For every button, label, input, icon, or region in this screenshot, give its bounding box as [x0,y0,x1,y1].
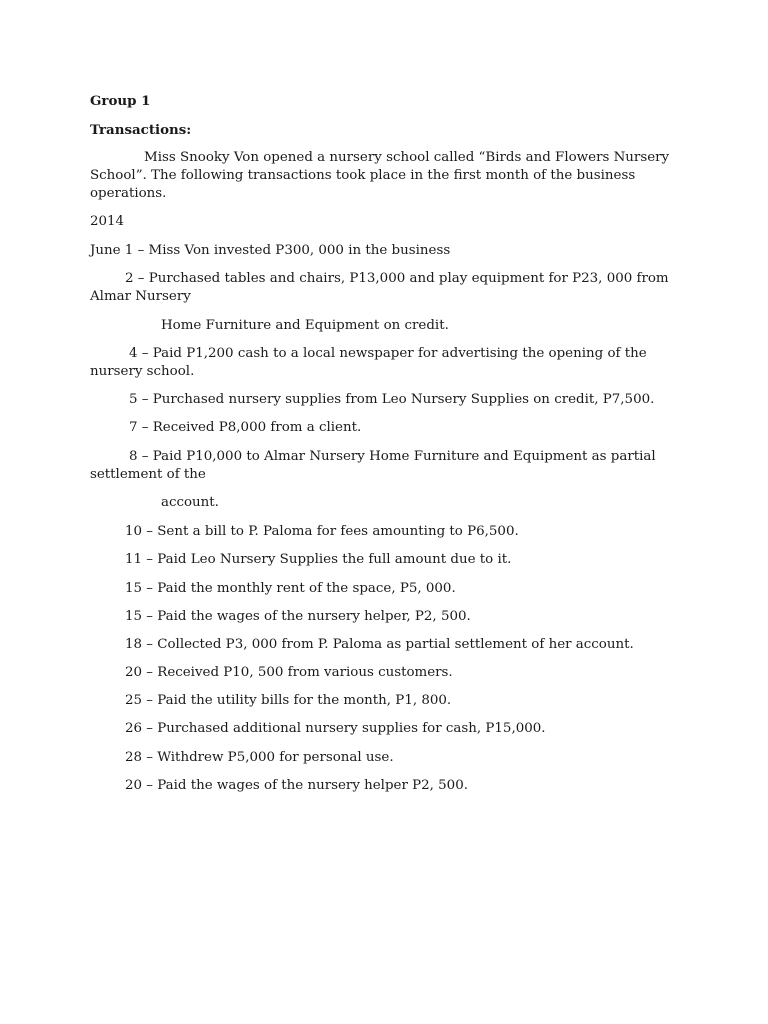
group-heading: Group 1 [90,93,151,109]
transaction-entry: 26 – Purchased additional nursery supplies for cash, P15,000. [125,721,546,736]
transaction-entry: 25 – Paid the utility bills for the month, P1, 800. [125,693,452,708]
transaction-entry: 8 – Paid P10,000 to Almar Nursery Home Furniture and Equipment as partial settlement of the [90,449,656,482]
transaction-entry-continuation: account. [161,495,219,510]
transaction-entry: 15 – Paid the wages of the nursery helper, P2, 500. [125,609,471,624]
transaction-entry: 2 – Purchased tables and chairs, P13,000 and play equipment for P23, 000 from Almar Nursery [90,271,669,304]
transaction-entry: 11 – Paid Leo Nursery Supplies the full amount due to it. [125,552,512,567]
transaction-entry: 20 – Received P10, 500 from various customers. [125,665,453,680]
intro-paragraph: Miss Snooky Von opened a nursery school called “Birds and Flowers Nursery School”. The following transactions took place in the first month of the business operations. [90,150,670,201]
year-label: 2014 [90,214,125,229]
transaction-entry-continuation: Home Furniture and Equipment on credit. [161,318,449,333]
transactions-heading: Transactions: [90,122,192,138]
transaction-entry: June 1 – Miss Von invested P300, 000 in the business [90,243,451,258]
transaction-entry: 7 – Received P8,000 from a client. [129,420,362,435]
transaction-entry: 18 – Collected P3, 000 from P. Paloma as partial settlement of her account. [125,637,634,652]
transaction-entry: 28 – Withdrew P5,000 for personal use. [125,750,394,765]
transaction-entry: 5 – Purchased nursery supplies from Leo Nursery Supplies on credit, P7,500. [129,392,655,407]
transaction-entry: 15 – Paid the monthly rent of the space, P5, 000. [125,581,456,596]
transaction-entry: 10 – Sent a bill to P. Paloma for fees amounting to P6,500. [125,524,519,539]
transaction-entry: 20 – Paid the wages of the nursery helper P2, 500. [125,778,468,793]
transaction-entry: 4 – Paid P1,200 cash to a local newspaper for advertising the opening of the nursery school. [90,346,647,379]
